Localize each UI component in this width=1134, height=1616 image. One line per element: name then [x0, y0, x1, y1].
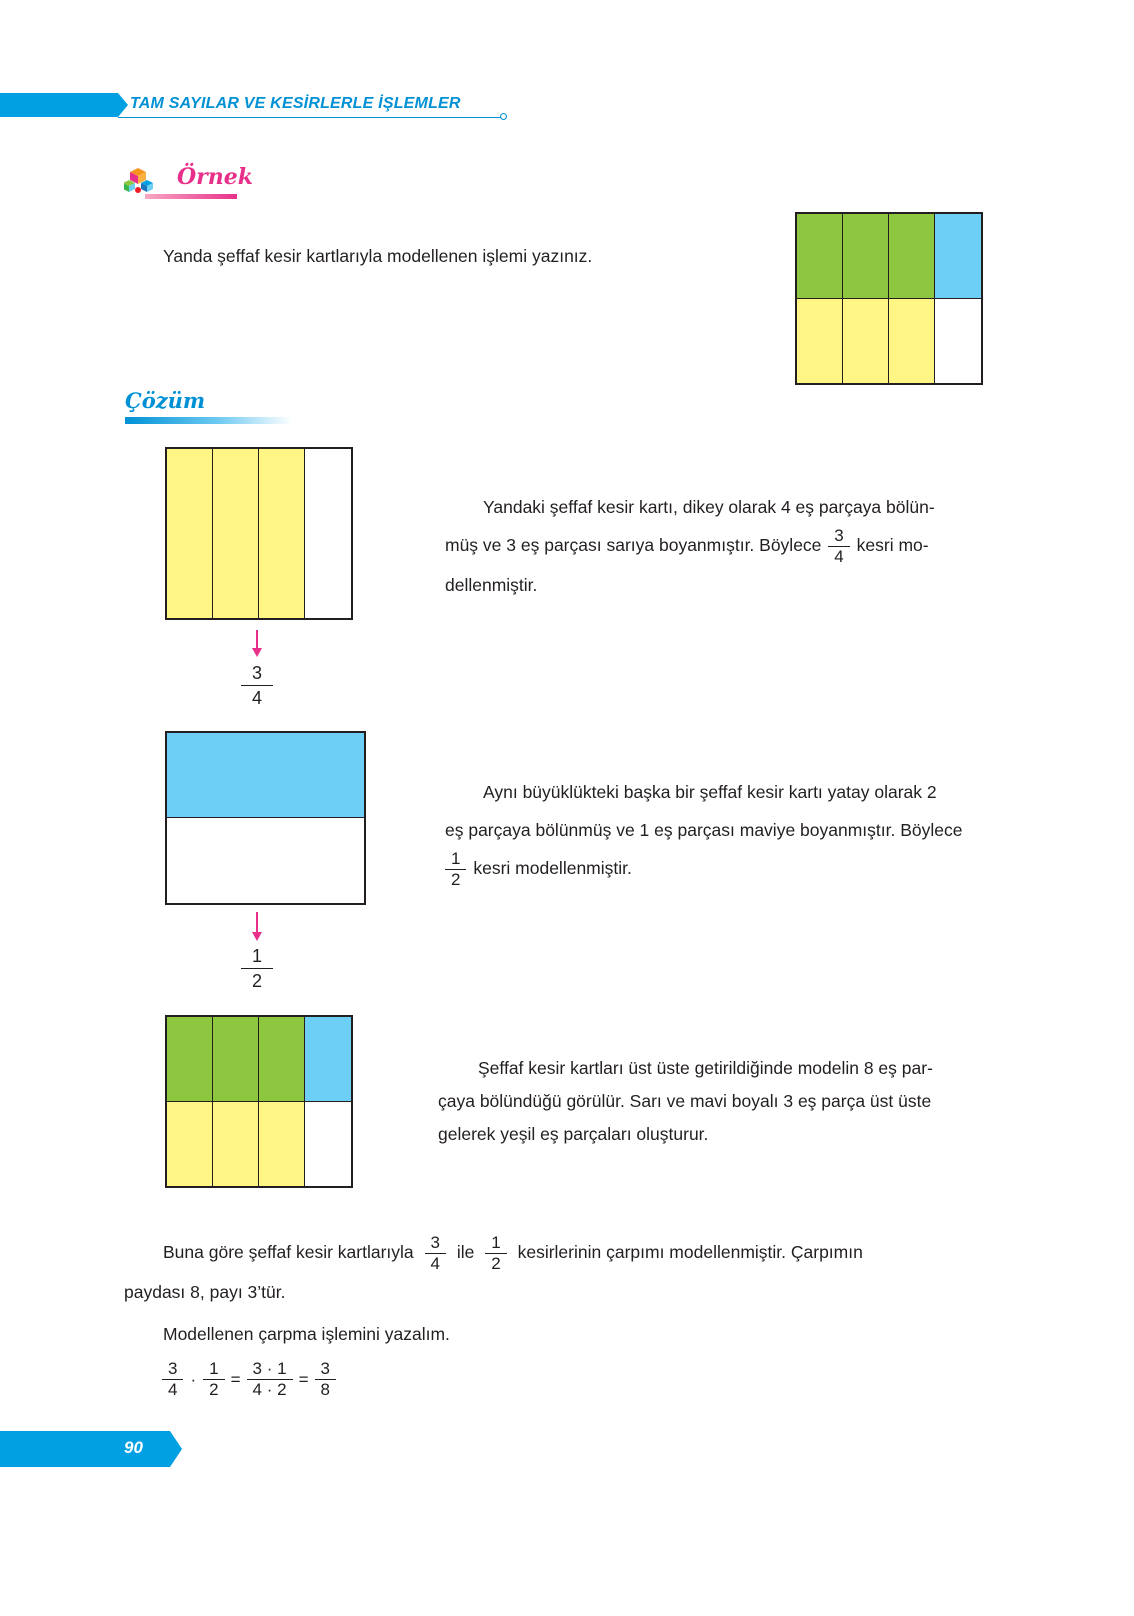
text-segment: Buna göre şeffaf kesir kartlarıyla: [163, 1242, 414, 1262]
example-heading: Örnek: [177, 164, 253, 190]
card-overlay-result: [165, 1015, 353, 1188]
text-segment: ile: [456, 1242, 475, 1262]
text-segment: müş ve 3 eş parçası sarıya boyanmıştır. Böylece: [445, 535, 822, 555]
card2-fraction-label: [237, 946, 277, 991]
fraction-numerator: 3: [162, 1360, 183, 1380]
text-line: [445, 526, 1001, 566]
grid-cell-blue: [935, 214, 981, 299]
chapter-title: TAM SAYILAR VE KESİRLERLE İŞLEMLER: [130, 95, 461, 112]
grid-cell-white: [167, 818, 364, 903]
fraction-numerator: 1: [203, 1360, 224, 1380]
grid-cell-yellow: [259, 449, 305, 618]
fraction-denominator: 2: [209, 1380, 219, 1399]
grid-cell-green: [889, 214, 935, 299]
header-arrow: [118, 93, 128, 117]
grid-cell-green: [167, 1017, 213, 1102]
grid-cell-yellow: [213, 1102, 259, 1187]
grid-cell-white: [305, 449, 351, 618]
fraction-numerator: 1: [485, 1234, 506, 1254]
fraction-denominator: 4: [834, 546, 844, 566]
arrow-head-icon: [252, 932, 262, 941]
text-line: Yandaki şeffaf kesir kartı, dikey olarak 4 eş parçaya bölün-: [483, 497, 935, 517]
text-segment: kesri modellenmiştir.: [473, 858, 632, 878]
grid-cell-white: [935, 299, 981, 384]
arrow-head-icon: [252, 648, 262, 657]
card3-description: [438, 1052, 1004, 1151]
text-line: dellenmiştir.: [445, 574, 538, 595]
card-one-half: [165, 731, 366, 905]
inline-fraction: [425, 1234, 446, 1273]
text-line: Aynı büyüklükteki başka bir şeffaf kesir kartı yatay olarak 2: [483, 782, 937, 802]
page-number-band: [0, 1431, 170, 1467]
grid-cell-blue: [167, 733, 364, 818]
text-line: Şeffaf kesir kartları üst üste getirildiğinde modelin 8 eş par-: [478, 1058, 933, 1078]
example-underline: [145, 194, 237, 199]
grid-cell-green: [259, 1017, 305, 1102]
grid-cell-blue: [305, 1017, 351, 1102]
write-instruction: Modellenen çarpma işlemini yazalım.: [163, 1324, 450, 1344]
header-dot: [500, 113, 507, 120]
equals-operator: =: [230, 1369, 241, 1389]
grid-cell-yellow: [259, 1102, 305, 1187]
fraction-numerator: 3: [241, 663, 273, 686]
solution-underline: [125, 417, 292, 424]
fraction-numerator: 3: [315, 1360, 336, 1380]
text-segment: kesirlerinin çarpımı modellenmiştir. Çarpımın: [517, 1242, 863, 1262]
fraction-denominator: 4: [251, 688, 262, 708]
solution-heading: Çözüm: [125, 388, 206, 413]
card-three-quarters: [165, 447, 353, 620]
grid-cell-yellow: [213, 449, 259, 618]
arrow-down-icon: [256, 630, 258, 649]
multiplication-equation: [160, 1360, 338, 1399]
equation-fraction: [247, 1360, 293, 1399]
page-number-arrow: [170, 1431, 182, 1467]
example-question: Yanda şeffaf kesir kartlarıyla modellenen işlemi yazınız.: [163, 246, 593, 266]
text-line: eş parçaya bölünmüş ve 1 eş parçası maviye boyanmıştır. Böylece: [445, 820, 963, 840]
page-number: 90: [124, 1438, 143, 1457]
fraction-numerator: 3: [828, 527, 849, 547]
grid-cell-green: [843, 214, 889, 299]
grid-cell-green: [213, 1017, 259, 1102]
inline-fraction: [828, 527, 849, 566]
fraction-denominator: 2: [491, 1253, 501, 1273]
equation-fraction: [203, 1360, 224, 1399]
card1-fraction-label: [237, 663, 277, 708]
text-line: gelerek yeşil eş parçaları oluşturur.: [438, 1124, 709, 1144]
text-line: [445, 849, 1005, 889]
fraction-denominator: 2: [451, 869, 461, 889]
grid-cell-yellow: [843, 299, 889, 384]
equation-fraction: [162, 1360, 183, 1399]
grid-cell-yellow: [797, 299, 843, 384]
fraction-denominator: 4: [168, 1380, 178, 1399]
card1-description: [445, 488, 1001, 604]
fraction-denominator: 4 · 2: [252, 1380, 287, 1399]
arrow-down-icon: [256, 912, 258, 933]
card2-description: [445, 773, 1005, 889]
equals-operator: =: [298, 1369, 309, 1389]
header-band: [0, 93, 118, 117]
fraction-numerator: 1: [241, 946, 273, 969]
fraction-numerator: 3 · 1: [247, 1360, 293, 1380]
equation-fraction: [315, 1360, 336, 1399]
text-line: çaya bölündüğü görülür. Sarı ve mavi boyalı 3 eş parça üst üste: [438, 1091, 932, 1111]
header-rule: [118, 117, 501, 118]
cubes-icon: [124, 166, 158, 196]
grid-cell-yellow: [167, 1102, 213, 1187]
multiply-operator: ·: [190, 1369, 197, 1389]
fraction-denominator: 8: [320, 1380, 330, 1399]
inline-fraction: [485, 1234, 506, 1273]
fraction-numerator: 3: [425, 1234, 446, 1254]
grid-cell-yellow: [889, 299, 935, 384]
fraction-numerator: 1: [445, 850, 466, 870]
text-segment: kesri mo-: [856, 535, 929, 555]
fraction-denominator: 2: [251, 971, 262, 991]
conclusion-line1: [163, 1233, 863, 1273]
grid-cell-white: [305, 1102, 351, 1187]
grid-cell-green: [797, 214, 843, 299]
example-combined-card: [795, 212, 983, 385]
conclusion-line2: paydası 8, payı 3’tür.: [124, 1282, 286, 1302]
grid-cell-yellow: [167, 449, 213, 618]
fraction-denominator: 4: [430, 1253, 440, 1273]
inline-fraction: [445, 850, 466, 889]
